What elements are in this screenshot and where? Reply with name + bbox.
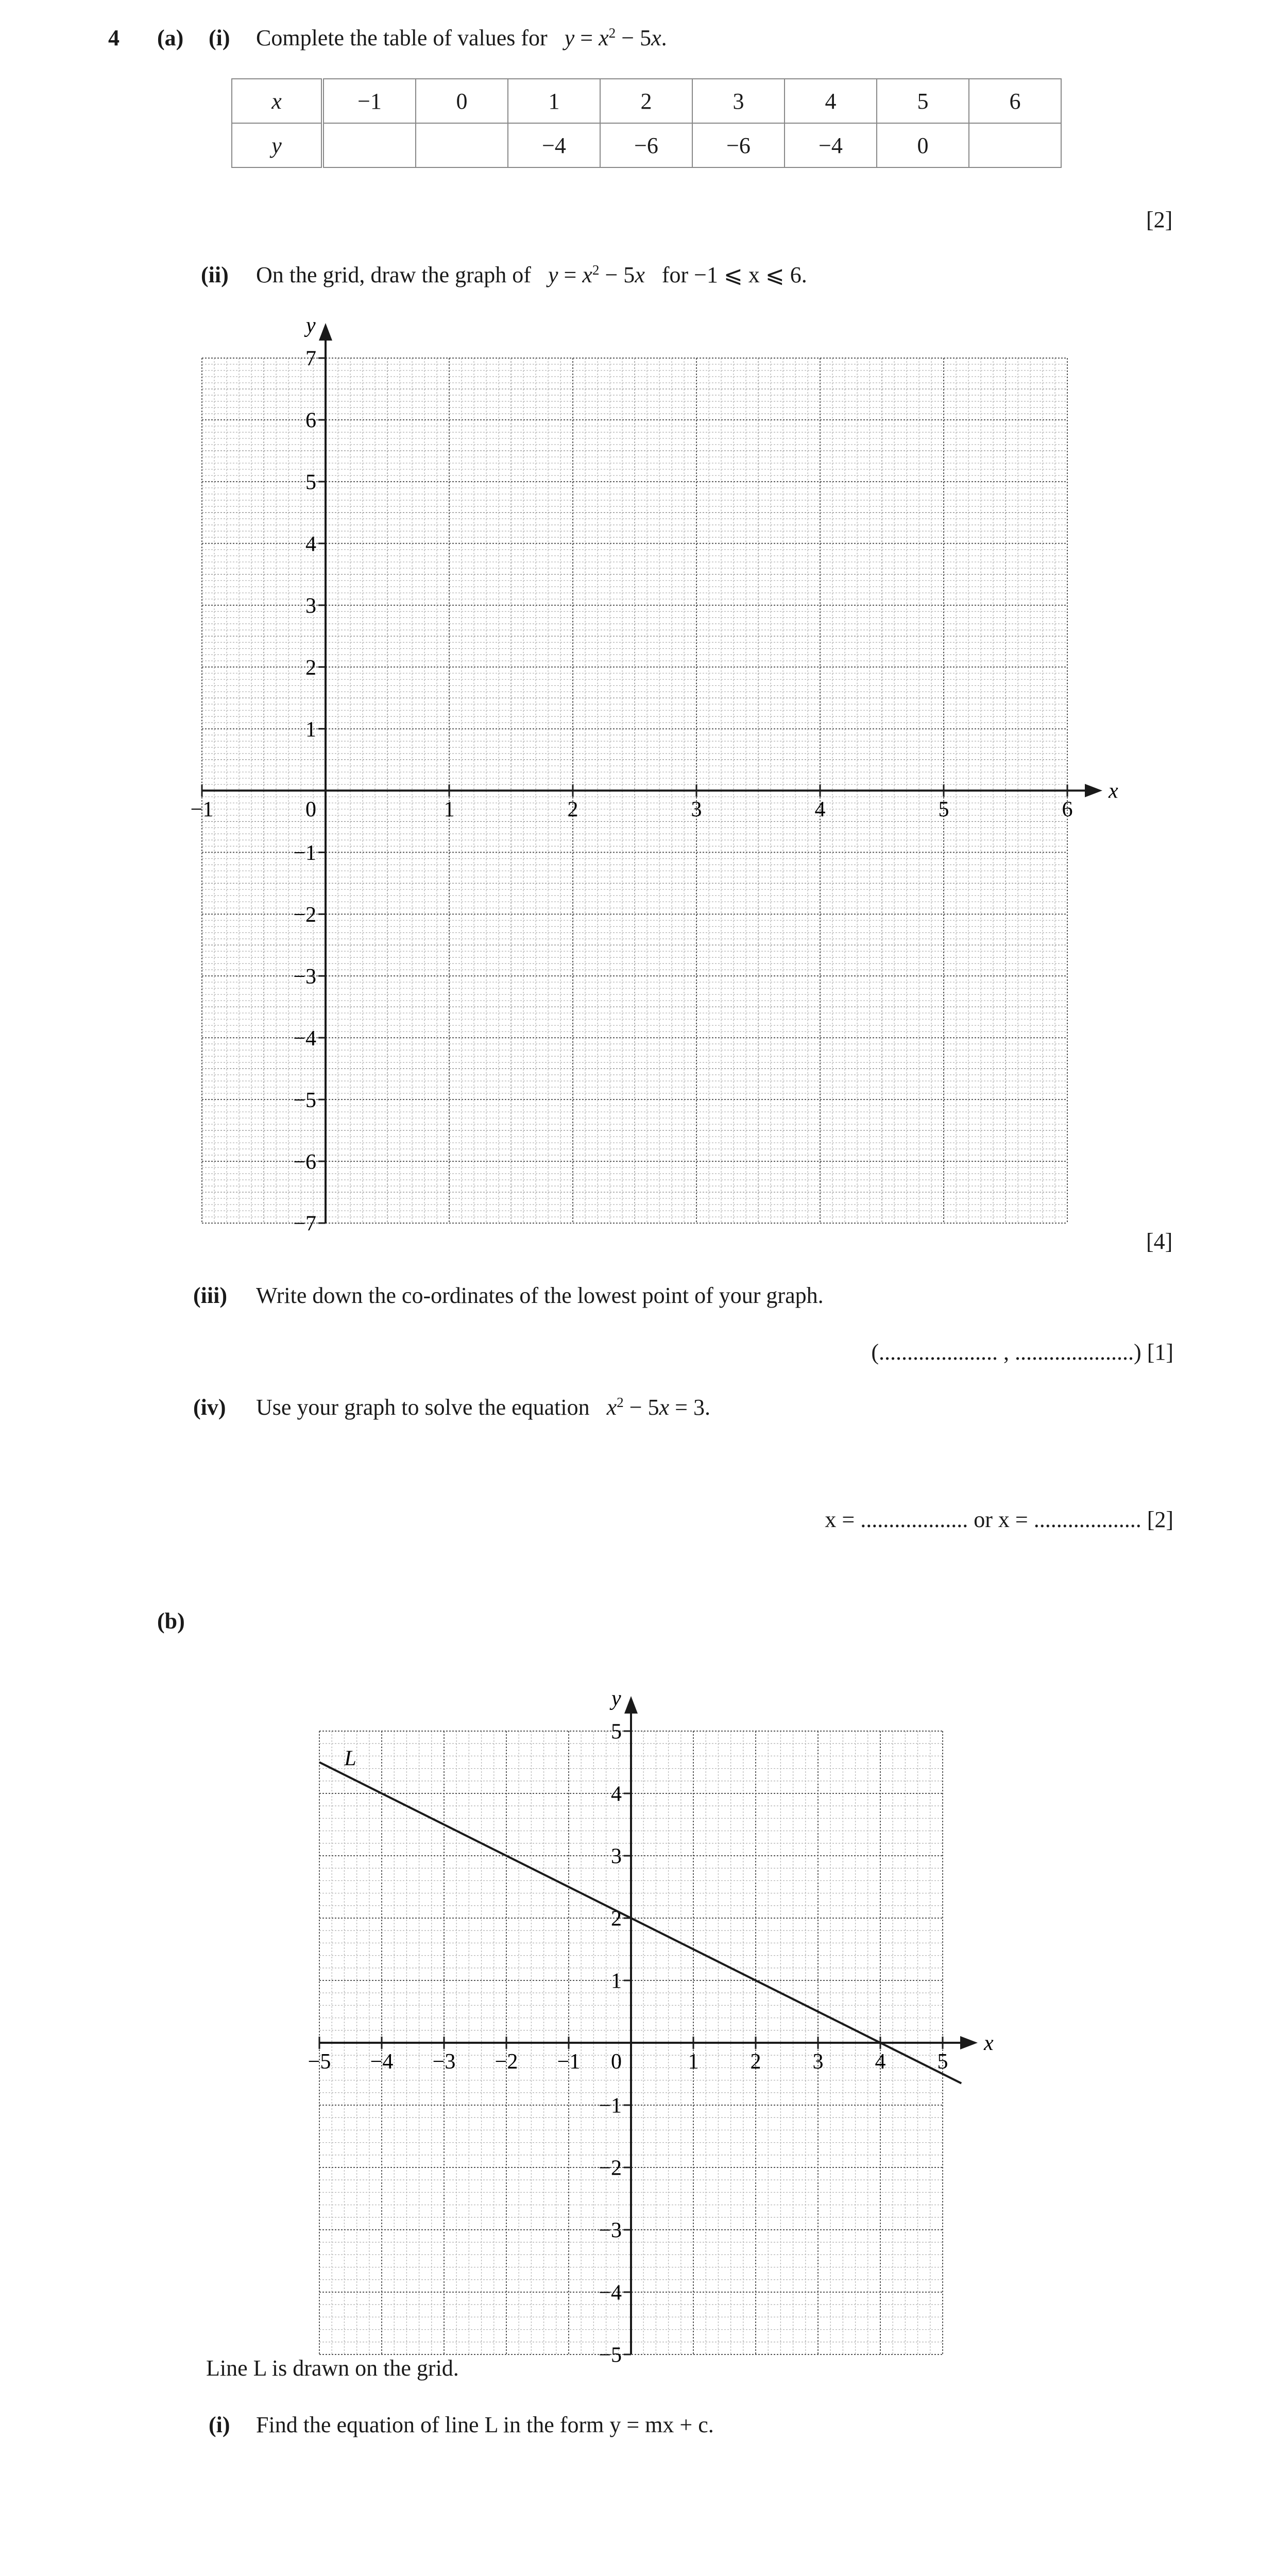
- y-tick-label: −2: [293, 903, 316, 927]
- y-tick-label: −1: [599, 2094, 622, 2118]
- y-axis-label: y: [306, 314, 316, 337]
- x-tick-label: 2: [567, 798, 578, 822]
- sub-ii-prompt: On the grid, draw the graph of $y = x^2 - 5x$ for −1 ⩽ x ⩽ 6.: [256, 262, 807, 287]
- line-l-label: L: [344, 1747, 356, 1771]
- x-tick-label: 6: [1062, 798, 1073, 822]
- x-tick-label: 1: [444, 798, 455, 822]
- table-cell: 0: [416, 79, 508, 123]
- y-tick-label: 2: [305, 656, 316, 680]
- sub-i-prompt: Complete the table of values for $y = x^2 - 5x$.: [256, 25, 667, 50]
- sub-iii-prompt: Write down the co-ordinates of the lowest point of your graph.: [256, 1283, 824, 1308]
- y-tick-label: −5: [293, 1088, 316, 1112]
- table-cell: 1: [508, 79, 600, 123]
- sub-iv-prompt: Use your graph to solve the equation $x^2 - 5x = 3$.: [256, 1395, 710, 1420]
- graph-grid-b[interactable]: [0, 1623, 1278, 2367]
- x-tick-label: 4: [814, 798, 826, 822]
- table-cell: 0: [877, 123, 969, 167]
- x-tick-label: −1: [190, 798, 214, 822]
- part-b-label: (b): [157, 1608, 185, 1634]
- x-tick-label: −2: [495, 2050, 518, 2074]
- x-axis-label: x: [984, 2031, 994, 2055]
- y-tick-label: 5: [305, 470, 316, 495]
- sub-i-label: (i): [209, 25, 230, 50]
- y-tick-label: 3: [305, 594, 316, 618]
- b-i-label: (i): [209, 2412, 230, 2437]
- x-tick-label: 3: [812, 2050, 824, 2074]
- x-tick-label: −4: [370, 2050, 394, 2074]
- line-l: [319, 1762, 961, 2083]
- table-cell: 2: [600, 79, 692, 123]
- x-tick-label: 3: [691, 798, 702, 822]
- x-tick-label: −1: [557, 2050, 581, 2074]
- y-tick-label: −7: [293, 1212, 316, 1236]
- sub-iv-label: (iv): [193, 1395, 226, 1420]
- x-tick-label: 0: [611, 2050, 622, 2074]
- y-tick-label: 7: [305, 347, 316, 371]
- part-a-label: (a): [157, 25, 184, 50]
- table-cell: 4: [785, 79, 877, 123]
- table-cell: 6: [969, 79, 1061, 123]
- table-cell: −6: [600, 123, 692, 167]
- table-cell: −4: [508, 123, 600, 167]
- y-tick-label: 3: [611, 1844, 622, 1869]
- y-axis-label: y: [611, 1687, 621, 1710]
- table-cell: −6: [692, 123, 785, 167]
- y-tick-label: −6: [293, 1150, 316, 1174]
- y-tick-label: 2: [611, 1907, 622, 1931]
- y-tick-label: 4: [611, 1782, 622, 1806]
- graph-grid-a[interactable]: [0, 0, 1278, 1262]
- y-tick-label: −3: [599, 2218, 622, 2243]
- table-cell: 5: [877, 79, 969, 123]
- x-tick-label: 1: [688, 2050, 699, 2074]
- x-tick-label: 5: [937, 2050, 948, 2074]
- x-axis-arrow: [960, 2036, 978, 2049]
- y-tick-label: −4: [599, 2281, 622, 2305]
- table-cell: −4: [785, 123, 877, 167]
- y-tick-label: −2: [599, 2156, 622, 2180]
- x-tick-label: −3: [432, 2050, 456, 2074]
- sub-iii-answer-line[interactable]: (..................... , .....................) [1]: [871, 1340, 1173, 1365]
- sub-i-marks: [2]: [1146, 207, 1173, 232]
- question-number: 4: [108, 25, 120, 50]
- b-i-prompt: Find the equation of line L in the form y = mx + c.: [256, 2412, 714, 2437]
- y-tick-label: −4: [293, 1026, 316, 1050]
- x-axis-label: x: [1109, 779, 1118, 803]
- y-tick-label: 6: [305, 409, 316, 433]
- x-tick-label: 5: [938, 798, 949, 822]
- x-tick-label: 0: [305, 798, 316, 822]
- y-tick-label: 1: [305, 718, 316, 742]
- sub-iii-label: (iii): [193, 1283, 227, 1308]
- y-tick-label: 4: [305, 532, 316, 556]
- table-cell: 3: [692, 79, 785, 123]
- table-header-y: y: [232, 123, 322, 167]
- x-tick-label: 4: [875, 2050, 886, 2074]
- b-intro: Line L is drawn on the grid.: [206, 2355, 459, 2381]
- x-axis-arrow: [1085, 784, 1102, 798]
- sub-iv-answer-line[interactable]: x = ................... or x = ................... [2]: [825, 1507, 1173, 1532]
- table-cell: −1: [322, 79, 416, 123]
- y-axis-arrow: [319, 323, 332, 341]
- y-tick-label: 5: [611, 1720, 622, 1744]
- x-tick-label: 2: [750, 2050, 761, 2074]
- table-header-x: x: [232, 79, 322, 123]
- sub-ii-marks: [4]: [1146, 1229, 1173, 1254]
- y-tick-label: −1: [293, 841, 316, 866]
- y-axis-arrow: [624, 1696, 638, 1714]
- sub-ii-label: (ii): [201, 262, 229, 287]
- y-tick-label: −3: [293, 964, 316, 989]
- x-tick-label: −5: [308, 2050, 331, 2074]
- y-tick-label: −5: [599, 2343, 622, 2367]
- y-tick-label: 1: [611, 1969, 622, 1993]
